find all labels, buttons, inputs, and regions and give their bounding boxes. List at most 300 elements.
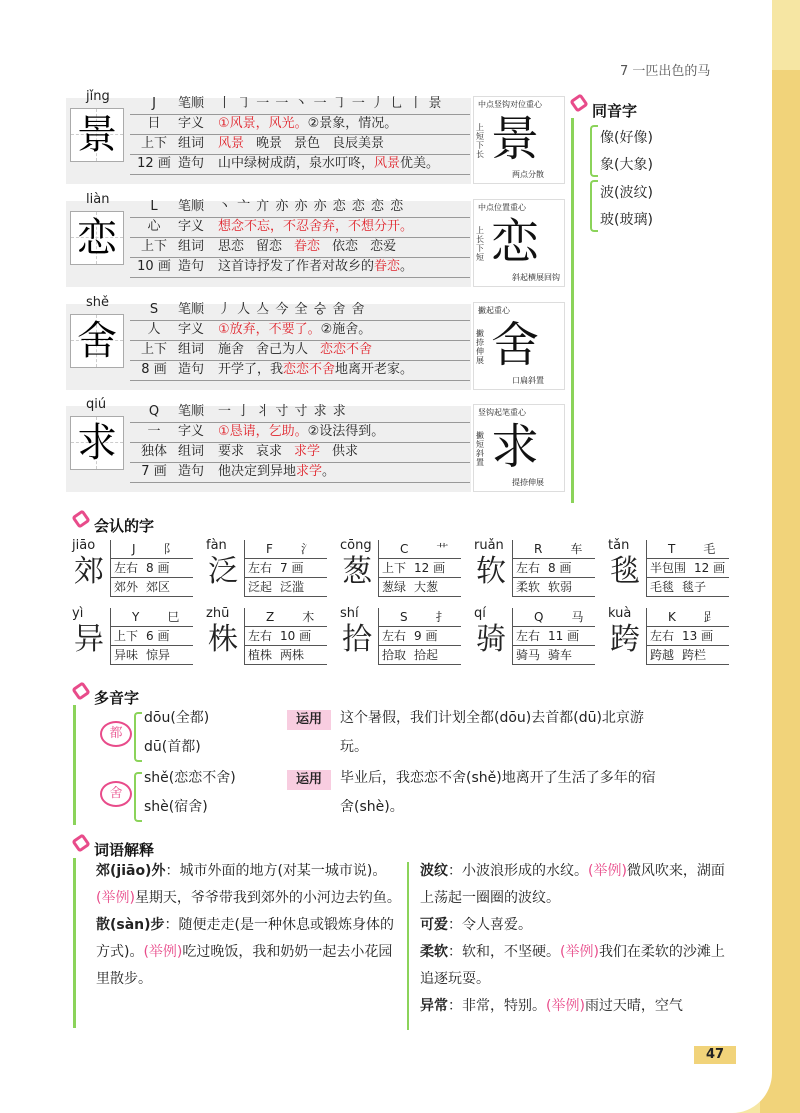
row-label: 造句 [178, 156, 205, 171]
divider-line [571, 118, 574, 503]
writing-tip: 中点位置重心 [478, 203, 526, 212]
writing-tip: 中点竖钩对位重心 [478, 100, 542, 109]
recog-char: 跨 [610, 622, 640, 657]
example-label: (举例) [96, 890, 135, 906]
glossary-def: ：非常，特别。 [448, 998, 546, 1014]
recog-char: 葱 [342, 554, 372, 589]
text-segment: 恋恋不舍 [283, 362, 336, 377]
glossary-example: 雨过天晴，空气 [584, 998, 683, 1014]
main-char: 景 [77, 112, 117, 158]
row-key: 10 画 [137, 259, 171, 274]
recog-row-top [379, 608, 461, 627]
recog-word: 跨栏 [682, 648, 707, 662]
pencil-icon [71, 509, 90, 528]
char-pinyin: liàn [86, 192, 110, 207]
row-content [218, 360, 478, 380]
recog-row-words [647, 578, 729, 597]
glossary-example: 我们在柔软的沙滩上追逐玩耍。 [420, 944, 725, 987]
row-label: 字义 [178, 322, 205, 337]
writing-tip: 竖钩起笔重心 [478, 408, 526, 417]
recog-row-mid [111, 559, 193, 578]
word: 思恋 [218, 239, 245, 254]
word: 施舍 [218, 342, 245, 357]
homophone-item: 波(波纹) [600, 185, 653, 201]
row-label: 笔顺 [178, 96, 205, 111]
apply-tag: 运用 [287, 710, 331, 730]
text-segment: ①风景，风光。 [218, 116, 308, 131]
row-label: 字义 [178, 424, 205, 439]
recog-row-words [111, 578, 193, 597]
recog-radical: 木 [302, 610, 315, 624]
word: 眷恋 [294, 239, 321, 254]
bracket [590, 180, 598, 232]
writing-model [473, 302, 565, 390]
bracket [134, 772, 142, 822]
row-content: 丨 ㇆ 一 一 丶 一 ㇆ 一 丿 乚 丨 景 [218, 96, 443, 111]
recog-word: 软弱 [548, 580, 573, 594]
word: 恋恋不舍 [320, 342, 373, 357]
row-content [218, 154, 478, 174]
word: 风景 [218, 136, 245, 151]
word: 恋爱 [370, 239, 397, 254]
model-char: 求 [491, 419, 540, 475]
polyphone-usage: 玩。 [340, 739, 368, 755]
recog-pinyin: zhū [206, 606, 230, 621]
entry-row [130, 340, 470, 361]
row-label: 造句 [178, 362, 205, 377]
glossary-entry [420, 993, 730, 1020]
writing-tip: 撇捺伸展 [476, 329, 484, 365]
recog-row-top [647, 608, 729, 627]
homophones-title: 同音字 [592, 102, 638, 120]
glossary-def: ：小波浪形成的水纹。 [448, 863, 588, 879]
entry-row [130, 197, 470, 218]
row-label: 组词 [178, 239, 205, 254]
recog-row-words [513, 646, 595, 665]
recog-initial: Y [132, 610, 140, 624]
recog-row-words [379, 646, 461, 665]
glossary-head: 异常 [420, 998, 448, 1014]
recog-radical: 𧾷 [703, 610, 716, 624]
char-box [70, 211, 124, 265]
writing-model [473, 199, 565, 287]
recog-radical: 毛 [703, 542, 716, 556]
entry-row [130, 462, 470, 483]
recog-row-mid [513, 559, 595, 578]
main-char: 恋 [77, 215, 117, 261]
polyphone-reading: shè(宿舍) [144, 799, 208, 815]
recog-pinyin: ruǎn [474, 538, 504, 553]
writing-tip: 两点分散 [512, 170, 544, 179]
bracket [134, 712, 142, 762]
recog-row-mid [647, 627, 729, 646]
writing-model [473, 96, 565, 184]
recognize-title: 会认的字 [94, 517, 155, 535]
writing-tip: 提捺伸展 [512, 478, 544, 487]
recog-pinyin: kuà [608, 606, 632, 621]
row-key: J [152, 96, 156, 111]
recog-pinyin: cōng [340, 538, 372, 553]
glossary-def: ：城市外面的地方(对某一城市说)。 [165, 863, 387, 879]
recog-initial: R [534, 542, 543, 556]
recog-strokes: 6 画 [146, 629, 170, 643]
recog-radical: 巳 [167, 610, 180, 624]
recog-row-top [647, 540, 729, 559]
text-segment: 这首诗抒发了作者对故乡的 [218, 259, 375, 274]
recog-strokes: 10 画 [280, 629, 312, 643]
recog-table [378, 608, 461, 665]
word: 求学 [294, 444, 321, 459]
row-content [218, 340, 478, 360]
text-segment: 风景 [374, 156, 401, 171]
recog-row-top [513, 608, 595, 627]
char-box [70, 108, 124, 162]
recog-row-mid [245, 559, 327, 578]
recog-row-words [379, 578, 461, 597]
entry-row [130, 217, 470, 238]
text-segment: 求学 [296, 464, 323, 479]
recog-row-top [245, 540, 327, 559]
recog-word: 郊外 [114, 580, 139, 594]
recog-initial: J [132, 542, 136, 556]
row-content [218, 114, 478, 134]
recog-initial: C [400, 542, 409, 556]
entry-row [130, 154, 470, 175]
recog-word: 郊区 [146, 580, 171, 594]
row-content [218, 257, 478, 277]
recog-word: 毯子 [682, 580, 707, 594]
recog-row-words [647, 646, 729, 665]
row-key: 上下 [140, 136, 167, 151]
word: 良辰美景 [332, 136, 385, 151]
recog-word: 泛滥 [280, 580, 305, 594]
row-key: 7 画 [141, 464, 167, 479]
recog-char: 拾 [342, 622, 372, 657]
row-key: 上下 [140, 239, 167, 254]
example-label: (举例) [143, 944, 183, 960]
writing-model [473, 404, 565, 492]
recog-structure: 半包围 [650, 561, 687, 575]
recog-row-mid [379, 559, 461, 578]
glossary-example: 微风吹来，湖面上荡起一圈圈的波纹。 [420, 863, 725, 906]
recog-row-top [513, 540, 595, 559]
entry-row [130, 257, 470, 278]
text-segment: ②施舍。 [320, 322, 372, 337]
writing-tip: 撇起重心 [478, 306, 510, 315]
recog-structure: 左右 [650, 629, 675, 643]
recog-structure: 左右 [516, 629, 541, 643]
row-label: 造句 [178, 464, 205, 479]
char-box [70, 416, 124, 470]
word: 留恋 [256, 239, 283, 254]
recog-radical: 马 [571, 610, 584, 624]
row-key: Q [148, 404, 160, 419]
recog-initial: T [668, 542, 676, 556]
text-segment: ①恳请，乞助。 [218, 424, 308, 439]
recog-row-words [111, 646, 193, 665]
text-segment: ②设法得到。 [307, 424, 385, 439]
row-key: 一 [147, 424, 161, 439]
recog-pinyin: qí [474, 606, 486, 621]
recog-table [244, 608, 327, 665]
polyphones-title: 多音字 [94, 689, 140, 707]
glossary-entry [420, 912, 730, 939]
polyphone-usage: 舍(shè)。 [340, 799, 404, 815]
recog-row-words [513, 578, 595, 597]
recog-structure: 左右 [382, 629, 407, 643]
glossary-example: 吃过晚饭，我和奶奶一起去小花园里散步。 [96, 944, 393, 987]
glossary-entry [96, 912, 401, 993]
recog-radical: 阝 [163, 542, 176, 556]
row-content [218, 442, 478, 462]
recog-char: 毯 [610, 554, 640, 589]
glossary-left [96, 858, 401, 993]
entry-row [130, 237, 470, 258]
entry-row [130, 320, 470, 341]
polyphone-reading: dōu(全都) [144, 710, 210, 726]
row-content [218, 422, 478, 442]
text-segment: 优美。 [400, 156, 440, 171]
recog-word: 拾取 [382, 648, 407, 662]
row-label: 组词 [178, 342, 205, 357]
text-segment: 眷恋 [374, 259, 401, 274]
model-char: 舍 [491, 317, 540, 373]
pencil-icon [569, 93, 588, 112]
page-number: 47 [694, 1046, 736, 1064]
row-label: 组词 [178, 136, 205, 151]
entry-row [130, 442, 470, 463]
row-content: 丿 人 亼 今 全 숭 舍 舍 [218, 302, 366, 317]
word: 供求 [332, 444, 359, 459]
recog-structure: 左右 [114, 561, 139, 575]
text-segment: 他决定到异地 [218, 464, 297, 479]
apply-tag: 运用 [287, 770, 331, 790]
recog-table [244, 540, 327, 597]
glossary-head: 波纹 [420, 863, 448, 879]
recog-row-top [245, 608, 327, 627]
writing-tip: 撇短斜置 [476, 431, 484, 467]
recog-word: 惊异 [146, 648, 171, 662]
glossary-head: 柔软 [420, 944, 448, 960]
recog-char: 骑 [476, 622, 506, 657]
entry-row [130, 114, 470, 135]
recog-table [110, 608, 193, 665]
char-pinyin: jǐng [86, 89, 110, 104]
polyphone-usage: 毕业后，我恋恋不舍(shě)地离开了生活了多年的宿 [340, 770, 656, 786]
recog-word: 跨越 [650, 648, 675, 662]
model-char: 景 [491, 111, 540, 167]
row-content [218, 237, 478, 257]
recog-strokes: 12 画 [414, 561, 446, 575]
recog-initial: Z [266, 610, 275, 624]
glossary-head: 散(sàn)步 [96, 917, 165, 933]
char-pinyin: shě [86, 295, 110, 310]
text-segment: ①放弃，不要了。 [218, 322, 321, 337]
recog-radical: 车 [570, 542, 583, 556]
char-box [70, 314, 124, 368]
homophone-item: 玻(玻璃) [600, 212, 653, 228]
row-key: 心 [147, 219, 161, 234]
recog-word: 泛起 [248, 580, 273, 594]
recog-word: 大葱 [414, 580, 439, 594]
recog-radical: 艹 [436, 542, 449, 556]
row-label: 组词 [178, 444, 205, 459]
recog-word: 柔软 [516, 580, 541, 594]
recog-char: 软 [476, 554, 506, 589]
recog-row-words [245, 578, 327, 597]
recog-row-mid [245, 627, 327, 646]
recog-structure: 上下 [382, 561, 407, 575]
main-char: 舍 [77, 318, 117, 364]
pencil-icon [71, 833, 90, 852]
recog-structure: 左右 [516, 561, 541, 575]
recog-table [646, 540, 729, 597]
recog-row-mid [111, 627, 193, 646]
recog-pinyin: jiāo [72, 538, 96, 553]
recog-word: 葱绿 [382, 580, 407, 594]
text-segment: 想念不忘，不忍舍弃，不想分开。 [218, 219, 414, 234]
entry-row [130, 360, 470, 381]
main-char: 求 [77, 420, 117, 466]
recog-char: 泛 [208, 554, 238, 589]
recog-word: 骑马 [516, 648, 541, 662]
row-content: 一 亅 丬 寸 寸 求 求 [218, 404, 347, 419]
recog-structure: 左右 [248, 629, 273, 643]
row-label: 字义 [178, 219, 205, 234]
recog-structure: 左右 [248, 561, 273, 575]
recog-strokes: 7 画 [280, 561, 304, 575]
recog-word: 植株 [248, 648, 273, 662]
bracket [590, 125, 598, 177]
recog-pinyin: shí [340, 606, 359, 621]
row-key: 12 画 [137, 156, 171, 171]
word: 晚景 [256, 136, 283, 151]
recog-row-mid [379, 627, 461, 646]
divider-line [73, 858, 76, 1028]
recog-radical: 扌 [435, 610, 448, 624]
recog-char: 异 [74, 622, 104, 657]
recog-strokes: 12 画 [694, 561, 726, 575]
row-key: L [150, 199, 158, 214]
polyphone-char: 都 [100, 721, 132, 747]
recog-table [646, 608, 729, 665]
divider-line [73, 705, 76, 825]
char-pinyin: qiú [86, 397, 107, 412]
entry-row [130, 94, 470, 115]
row-content [218, 462, 478, 482]
recog-strokes: 8 画 [548, 561, 572, 575]
recog-radical: 氵 [300, 542, 313, 556]
writing-tip: 上短下长 [476, 123, 484, 159]
recog-table [512, 540, 595, 597]
recog-word: 异味 [114, 648, 139, 662]
polyphone-reading: dū(首都) [144, 739, 201, 755]
recog-strokes: 13 画 [682, 629, 714, 643]
glossary-entry [420, 858, 730, 912]
text-segment: ②景象，情况。 [307, 116, 398, 131]
polyphone-reading: shě(恋恋不舍) [144, 770, 236, 786]
glossary-head: 郊(jiāo)外 [96, 863, 166, 879]
writing-tip: 上长下短 [476, 226, 484, 262]
writing-tip: 斜起横展回钩 [512, 273, 560, 282]
recog-strokes: 9 画 [414, 629, 438, 643]
recog-table [110, 540, 193, 597]
text-segment: 地离开老家。 [335, 362, 414, 377]
text-segment: 山中绿树成荫，泉水叮咚， [218, 156, 375, 171]
row-key: 独体 [140, 444, 167, 459]
column-divider [407, 862, 409, 1030]
recog-pinyin: yì [72, 606, 84, 621]
row-key: 人 [147, 322, 161, 337]
recog-word: 拾起 [414, 648, 439, 662]
row-label: 笔顺 [178, 199, 205, 214]
row-content [218, 217, 478, 237]
recog-word: 两株 [280, 648, 305, 662]
recog-structure: 上下 [114, 629, 139, 643]
recog-row-mid [647, 559, 729, 578]
word: 舍己为人 [256, 342, 309, 357]
model-char: 恋 [491, 214, 540, 270]
glossary-entry [96, 858, 401, 912]
recog-table [512, 608, 595, 665]
glossary-entry [420, 939, 730, 993]
row-key: 上下 [140, 342, 167, 357]
recog-table [378, 540, 461, 597]
polyphone-char: 舍 [100, 781, 132, 807]
lesson-header: 7 一匹出色的马 [620, 64, 711, 79]
text-segment: 开学了，我 [218, 362, 284, 377]
glossary-example: 星期天，爷爷带我到郊外的小河边去钓鱼。 [134, 890, 401, 906]
recog-strokes: 11 画 [548, 629, 580, 643]
row-content [218, 320, 478, 340]
row-key: S [149, 302, 159, 317]
row-key: 日 [147, 116, 161, 131]
text-segment: 。 [322, 464, 336, 479]
word: 哀求 [256, 444, 283, 459]
polyphone-usage: 这个暑假，我们计划全都(dōu)去首都(dū)北京游 [340, 710, 644, 726]
glossary-title: 词语解释 [94, 841, 155, 859]
word: 依恋 [332, 239, 359, 254]
row-key: 8 画 [141, 362, 167, 377]
glossary-right [420, 858, 730, 1020]
word: 景色 [294, 136, 321, 151]
row-content: 丶 亠 亣 亦 亦 亦 恋 恋 恋 恋 [218, 199, 405, 214]
example-label: (举例) [560, 944, 599, 960]
glossary-def: ：令人喜爱。 [448, 917, 532, 933]
recog-row-words [245, 646, 327, 665]
recog-row-mid [513, 627, 595, 646]
homophone-item: 像(好像) [600, 130, 653, 146]
row-label: 笔顺 [178, 404, 205, 419]
glossary-head: 可爱 [420, 917, 448, 933]
glossary-def: ：随便走走(是一种休息或锻炼身体的方式)。 [96, 917, 395, 960]
entry-row [130, 134, 470, 155]
entry-row [130, 422, 470, 443]
word: 要求 [218, 444, 245, 459]
recog-initial: S [400, 610, 408, 624]
recog-pinyin: fàn [206, 538, 227, 553]
example-label: (举例) [546, 998, 585, 1014]
recog-char: 郊 [74, 554, 104, 589]
row-label: 字义 [178, 116, 205, 131]
recog-row-top [111, 608, 193, 627]
row-content [218, 134, 478, 154]
entry-row [130, 402, 470, 423]
recog-initial: F [266, 542, 273, 556]
row-label: 笔顺 [178, 302, 205, 317]
recog-initial: Q [534, 610, 544, 624]
entry-row [130, 300, 470, 321]
